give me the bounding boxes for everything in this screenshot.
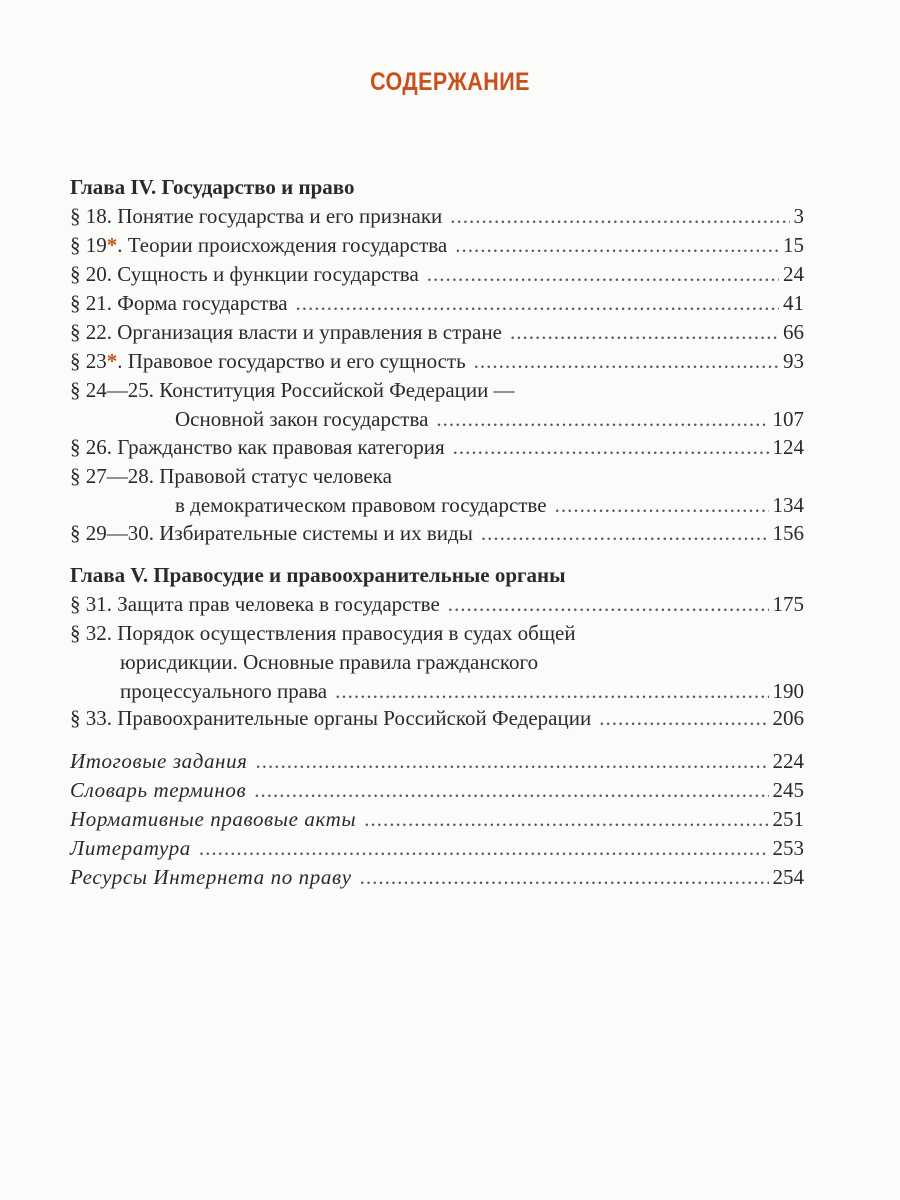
toc-entry[interactable]: [70, 520, 804, 546]
page-title: СОДЕРЖАНИЕ: [370, 68, 530, 96]
appendix-title: Ресурсы Интернета по праву: [70, 865, 352, 889]
page-number: 254: [772, 865, 804, 889]
appendix-title: Итоговые задания: [70, 749, 248, 773]
section-number: § 31.: [70, 592, 112, 616]
section-title-continued: процессуального права: [120, 679, 328, 703]
page-number: 253: [772, 836, 804, 860]
dot-leader: [364, 806, 768, 832]
page-number: 156: [772, 521, 804, 545]
dot-leader: [481, 520, 769, 546]
dot-leader: [427, 261, 779, 287]
section-number: § 20.: [70, 262, 112, 286]
toc-entry[interactable]: [70, 463, 804, 518]
dot-leader: [296, 290, 779, 316]
section-number: § 27—28.: [70, 464, 154, 488]
dot-leader: [256, 748, 769, 774]
section-number: § 29—30.: [70, 521, 154, 545]
toc-entry[interactable]: [70, 261, 804, 287]
section-title-continued: Основной закон государства: [175, 407, 429, 431]
toc-entry[interactable]: [70, 377, 804, 432]
section-title: Правовой статус человека: [159, 464, 392, 488]
dot-leader: [455, 232, 779, 258]
page-number: 190: [772, 679, 804, 703]
toc-entry-appendix[interactable]: [70, 748, 804, 774]
page-number: 15: [783, 233, 804, 257]
toc-entry[interactable]: [70, 290, 804, 316]
section-title: Правоохранительные органы Российской Федерации: [117, 706, 592, 730]
page-number: 93: [783, 349, 804, 373]
section-title: Гражданство как правовая категория: [117, 435, 445, 459]
dot-leader: [436, 406, 768, 432]
section-title: Конституция Российской Федерации —: [159, 378, 515, 402]
toc-entry-appendix[interactable]: [70, 777, 804, 803]
toc-entry[interactable]: [70, 203, 804, 229]
toc-entry[interactable]: [70, 705, 804, 731]
section-title: Организация власти и управления в стране: [117, 320, 502, 344]
chapter-heading: Глава IV. Государство и право: [70, 175, 355, 199]
section-number: § 26.: [70, 435, 112, 459]
toc-entry-appendix[interactable]: [70, 835, 804, 861]
toc-entry-appendix[interactable]: [70, 864, 804, 890]
section-number: § 24—25.: [70, 378, 154, 402]
page-number: 41: [783, 291, 804, 315]
dot-leader: [510, 319, 779, 345]
page-number: 245: [772, 778, 804, 802]
section-title: Избирательные системы и их виды: [159, 521, 473, 545]
dot-leader: [474, 348, 779, 374]
page-number: 224: [772, 749, 804, 773]
page-number: 3: [793, 204, 804, 228]
asterisk-mark: *: [106, 233, 118, 257]
page-number: 175: [772, 592, 804, 616]
toc-entry[interactable]: [70, 591, 804, 617]
toc-entry[interactable]: [70, 319, 804, 345]
section-title: Защита прав человека в государстве: [117, 592, 440, 616]
section-number: § 19: [70, 233, 107, 257]
section-number: § 33.: [70, 706, 112, 730]
section-title: Форма государства: [117, 291, 288, 315]
section-number: § 22.: [70, 320, 112, 344]
dot-leader: [453, 434, 769, 460]
section-title-continued: в демократическом правовом государстве: [175, 493, 547, 517]
toc-entry[interactable]: [70, 434, 804, 460]
dot-leader: [254, 777, 768, 803]
appendix-title: Нормативные правовые акты: [70, 807, 357, 831]
section-title-continued: юрисдикции. Основные правила гражданского: [120, 650, 539, 674]
page-number: 107: [772, 407, 804, 431]
section-number: § 21.: [70, 291, 112, 315]
dot-leader: [448, 591, 769, 617]
dot-leader: [335, 678, 768, 704]
section-number: § 18.: [70, 204, 112, 228]
asterisk-mark: *: [106, 349, 118, 373]
chapter-heading: Глава V. Правосудие и правоохранительные органы: [70, 563, 566, 587]
page-number: 66: [783, 320, 804, 344]
dot-leader: [555, 492, 769, 518]
appendix-title: Литература: [70, 836, 191, 860]
dot-leader: [360, 864, 769, 890]
appendix-title: Словарь терминов: [70, 778, 247, 802]
dot-leader: [599, 705, 768, 731]
page-number: 24: [783, 262, 804, 286]
dot-leader: [199, 835, 769, 861]
page-number: 251: [772, 807, 804, 831]
page-number: 124: [772, 435, 804, 459]
section-number: § 23: [70, 349, 107, 373]
section-title: Понятие государства и его признаки: [117, 204, 443, 228]
section-title: Порядок осуществления правосудия в судах общей: [117, 621, 576, 645]
page-number: 206: [772, 706, 804, 730]
toc-entry[interactable]: § 23 * . Правовое государство и его сущность ..... 93: [70, 348, 804, 374]
toc-entry[interactable]: [70, 620, 804, 704]
toc-entry[interactable]: § 19 * . Теории происхождения государства ..... 15: [70, 232, 804, 258]
toc-entry-appendix[interactable]: [70, 806, 804, 832]
dot-leader: [450, 203, 789, 229]
section-title: Сущность и функции государства: [117, 262, 419, 286]
section-title: Теории происхождения государства: [127, 233, 448, 257]
section-number: § 32.: [70, 621, 112, 645]
page-number: 134: [772, 493, 804, 517]
section-title: Правовое государство и его сущность: [127, 349, 466, 373]
